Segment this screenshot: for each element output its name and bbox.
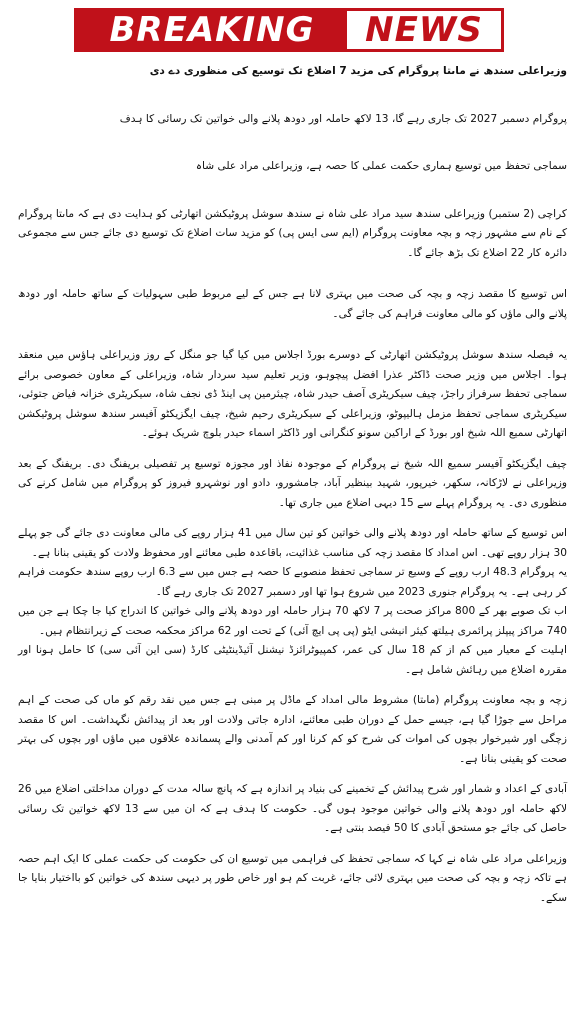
paragraph-meeting: یہ فیصلہ سندھ سوشل پروٹیکشن اتھارٹی کے دوسرے بورڈ اجلاس میں کیا گیا جو منگل کے روز وزیراعلی ہاؤس میں منعقد ہوا۔ اجلاس میں وزیر صحت ڈاکٹر عذرا افضل پیچوہو، وزیر تعلیم سید سردار شاہ، وزیراعلی کے معاون خصوصی برائے سماجی تحفظ سرفراز راجڑ، چیف سیکریٹری آصف حیدر شاہ، چیئرمین پی اینڈ ڈی نجف شاہ، سیکریٹری خزانہ فیاض جتوئی، سیکریٹری سماجی تحفظ مزمل ہالیپوٹو، وزیراعلی کے سیکریٹری رحیم شیخ، چیف ایگزیکٹو آفیسر سندھ سوشل پروٹیکشن اتھارٹی سمیع اللہ شیخ اور بورڈ کے اراکین سونو کنگرانی اور ڈاکٹر اسماء حیدر بلوچ شریک ہوئے۔ (18, 349, 567, 439)
paragraph-budget: یہ پروگرام 48.3 ارب روپے کے وسیع تر سماجی تحفظ منصوبے کا حصہ ہے جس میں سے 6.3 ارب روپے سندھ حکومت فراہم کر رہی ہے۔ یہ پروگرام جنوری 2023 میں شروع ہوا تھا اور دسمبر 2027 تک جاری رہے گا۔ (18, 566, 567, 598)
paragraph-intro: کراچی (2 ستمبر) وزیراعلی سندھ سید مراد علی شاہ نے سندھ سوشل پروٹیکشن اتھارٹی کو ہدایت دی ہے کہ ماںتا پروگرام کے نام سے مشہور زچہ و بچہ معاونت پروگرام (ایم سی ایس پی) کو مزید سات اضلاع تک توسیع دی جائے جس سے مجموعی دائرہ کار 22 اضلاع تک بڑھ جائے گا۔ (18, 207, 567, 259)
paragraph-cm-statement: وزیراعلی مراد علی شاہ نے کہا کہ سماجی تحفظ کی فراہمی میں توسیع ان کی حکومت کی حکمت عملی کا ایک اہم حصہ ہے تاکہ زچہ و بچہ کی صحت میں بہتری لائی جائے، غربت کم ہو اور خاص طور پر دیہی سندھ کی خواتین کو بااختیار بنایا جا سکے۔ (18, 852, 567, 904)
subheadline-cm-quote: سماجی تحفظ میں توسیع ہماری حکمت عملی کا حصہ ہے، وزیراعلی مراد علی شاہ (195, 160, 567, 172)
paragraph-program-model: زچہ و بچہ معاونت پروگرام (ماںتا) مشروط مالی امداد کے ماڈل پر مبنی ہے جس میں نقد رقم کو ماں کی صحت کے اہم مراحل سے جوڑا گیا ہے، جیسے حمل کے دوران طبی معائنے، ادارہ جاتی ولادت اور بعد از پیدائش نگہداشت۔ اس کا مقصد زچگی اور شیرخوار بچوں کی اموات کی شرح کو کم کرنا اور کم آمدنی والے پسماندہ علاقوں میں ماؤں اور بچوں کی بہتر صحت کو یقینی بنانا ہے۔ (18, 694, 567, 765)
paragraph-population-target: آبادی کے اعداد و شمار اور شرح پیدائش کے تخمینے کی بنیاد پر اندازہ ہے کہ پانچ سالہ مدت کے دوران مداخلتی اضلاع میں 26 لاکھ حاملہ اور دودھ پلانے والی خواتین موجود ہوں گی۔ حکومت کا ہدف ہے کہ ان میں سے 13 لاکھ خواتین تک رسائی حاصل کی جائے جو مستحق آبادی کا 50 فیصد بنتی ہے۔ (18, 783, 567, 834)
paragraph-eligibility: اہلیت کے معیار میں کم از کم 18 سال کی عمر، کمپیوٹرائزڈ نیشنل آئیڈینٹیٹی کارڈ (سی این آئی سی) کا حامل ہونا اور مقررہ اضلاع میں رہائش شامل ہے۔ (18, 644, 567, 676)
paragraph-financial-aid: اس توسیع کے ساتھ حاملہ اور دودھ پلانے والی خواتین کو تین سال میں 41 ہزار روپے کی مالی معاونت دی جائے گی جو پہلے 30 ہزار روپے تھی۔ اس امداد کا مقصد زچہ کی مناسب غذائیت، باقاعدہ طبی معائنے اور محفوظ ولادت کو یقینی بنانا ہے۔ (18, 527, 567, 559)
paragraph-briefing: چیف ایگزیکٹو آفیسر سمیع اللہ شیخ نے پروگرام کے موجودہ نفاذ اور مجوزہ توسیع پر تفصیلی بریفنگ دی۔ بریفنگ کے بعد وزیراعلی نے لاڑکانہ، سکھر، خیرپور، شہید بینظیر آباد، جامشورو، دادو اور نوشہرو فیروز کو پروگرام میں شامل کرنے کی منظوری دی۔ یہ پروگرام پہلے سے 15 دیہی اضلاع میں جاری تھا۔ (18, 457, 567, 509)
breaking-news-banner (74, 8, 504, 52)
banner-breaking-label: BREAKING (77, 11, 347, 49)
subheadline-program-target: پروگرام دسمبر 2027 تک جاری رہے گا، 13 لاکھ حاملہ اور دودھ پلانے والی خواتین تک رسائی کا ہدف (119, 112, 567, 125)
banner-news-label: NEWS (365, 10, 483, 50)
paragraph-purpose: اس توسیع کا مقصد زچہ و بچہ کی صحت میں بہتری لانا ہے جس کے لیے مربوط طبی سہولیات کے ساتھ حاملہ اور دودھ پلانے والی ماؤں کو مالی معاونت فراہم کی جائے گی۔ (18, 288, 567, 320)
headline: وزیراعلی سندھ نے ماںتا پروگرام کی مزید 7 اضلاع تک توسیع کی منظوری دے دی (149, 65, 567, 77)
paragraph-enrollment: اب تک صوبے بھر کے 800 مراکز صحت پر 7 لاکھ 70 ہزار حاملہ اور دودھ پلانے والی خواتین کا اندراج کیا جا چکا ہے جن میں 740 مراکز پیپلز پرائمری ہیلتھ کیئر انیشی ایٹو (پی پی ایچ آئی) کے تحت اور 62 مراکز محکمہ صحت کے زیرانتظام ہیں۔ (18, 605, 567, 637)
article-body (18, 62, 567, 908)
